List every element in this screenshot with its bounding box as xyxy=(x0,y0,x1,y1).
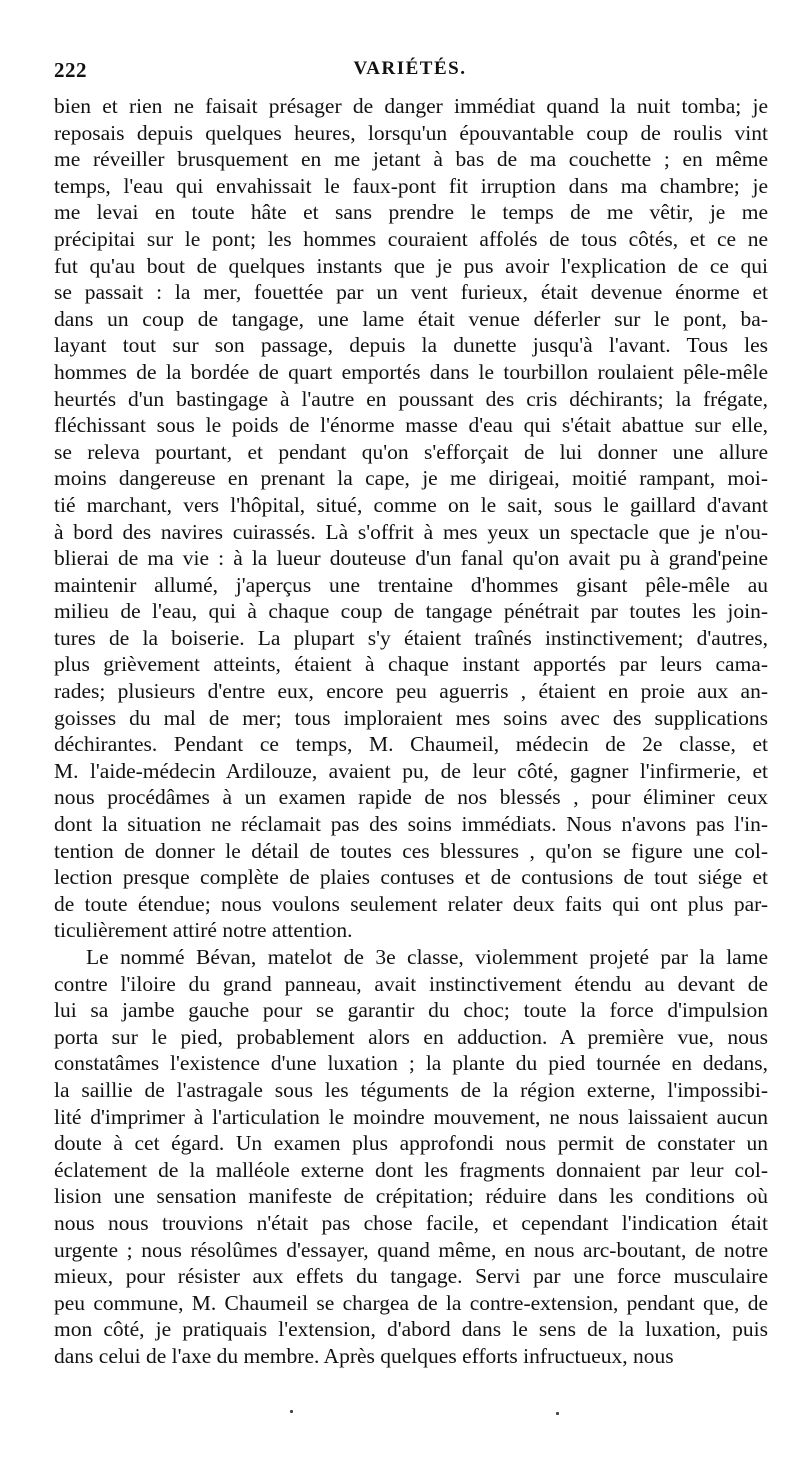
text-line: à bord des navires cuirassés. Là s'offrit à mes yeux un spectacle que je n'ou- xyxy=(54,519,768,544)
text-line: temps, l'eau qui envahissait le faux-pont fit irruption dans ma chambre; je xyxy=(54,173,768,198)
text-line: se releva pourtant, et pendant qu'on s'efforçait de lui donner une allure xyxy=(54,439,768,464)
text-line: tié marchant, vers l'hôpital, situé, comme on le sait, sous le gaillard d'avant xyxy=(54,492,768,517)
text-line: porta sur le pied, probablement alors en adduction. A première vue, nous xyxy=(54,1024,768,1049)
text-line: Le nommé Bévan, matelot de 3e classe, violemment projeté par la lame xyxy=(86,945,768,969)
text-line: lection presque complète de plaies contuses et de contusions de tout siége et xyxy=(54,865,768,890)
text-line: maintenir allumé, j'aperçus une trentaine d'hommes gisant pêle-mêle au xyxy=(54,572,768,597)
text-line: goisses du mal de mer; tous imploraient mes soins avec des supplications xyxy=(54,705,768,730)
text-line: mieux, pour résister aux effets du tangage. Servi par une force musculaire xyxy=(54,1264,768,1289)
text-line: ticulièrement attiré notre attention. xyxy=(54,918,353,943)
text-line: layant tout sur son passage, depuis la dunette jusqu'à l'avant. Tous les xyxy=(54,333,768,358)
text-line: constatâmes l'existence d'une luxation ; la plante du pied tournée en dedans, xyxy=(54,1051,768,1076)
text-line: me réveiller brusquement en me jetant à bas de ma couchette ; en même xyxy=(54,147,768,172)
text-line: se passait : la mer, fouettée par un vent furieux, était devenue énorme et xyxy=(54,280,768,305)
text-line: blierai de ma vie : à la lueur douteuse d'un fanal qu'on avait pu à grand'peine xyxy=(54,546,768,571)
text-line: dans celui de l'axe du membre. Après quelques efforts infructueux, nous xyxy=(54,1343,674,1368)
page-header xyxy=(54,58,766,88)
text-line: nous nous trouvions n'était pas chose facile, et cependant l'indication était xyxy=(54,1210,768,1235)
text-line: rades; plusieurs d'entre eux, encore peu aguerris , étaient en proie aux an- xyxy=(54,679,768,704)
text-line: lité d'imprimer à l'articulation le moindre mouvement, ne nous laissaient aucun xyxy=(54,1104,768,1129)
text-line: lui sa jambe gauche pour se garantir du choc; toute la force d'impulsion xyxy=(54,998,768,1023)
text-line: M. l'aide-médecin Ardilouze, avaient pu, de leur côté, gagner l'infirmerie, et xyxy=(54,758,768,783)
stray-ink-mark xyxy=(290,1410,293,1413)
text-line: fut qu'au bout de quelques instants que je pus avoir l'explication de ce qui xyxy=(54,253,768,278)
text-line: heurtés d'un bastingage à l'autre en poussant des cris déchirants; la frégate, xyxy=(54,386,768,411)
text-line: contre l'iloire du grand panneau, avait instinctivement étendu au devant de xyxy=(54,971,768,996)
text-line: urgente ; nous résolûmes d'essayer, quand même, en nous arc-boutant, de notre xyxy=(54,1237,768,1262)
text-line: éclatement de la malléole externe dont les fragments donnaient par leur col- xyxy=(54,1157,768,1182)
page-number: 222 xyxy=(54,58,87,82)
body-text xyxy=(54,93,768,1370)
paragraph xyxy=(54,944,768,1370)
text-line: reposais depuis quelques heures, lorsqu'un épouvantable coup de roulis vint xyxy=(54,120,768,145)
text-line: moins dangereuse en prenant la cape, je me dirigeai, moitié rampant, moi- xyxy=(54,466,768,491)
text-line: bien et rien ne faisait présager de danger immédiat quand la nuit tomba; je xyxy=(54,94,768,118)
text-line: tures de la boiserie. La plupart s'y étaient traînés instinctivement; d'autres, xyxy=(54,625,768,650)
text-line: fléchissant sous le poids de l'énorme masse d'eau qui s'était abattue sur elle, xyxy=(54,413,768,438)
text-line: peu commune, M. Chaumeil se chargea de la contre-extension, pendant que, de xyxy=(54,1290,768,1315)
text-line: plus grièvement atteints, étaient à chaque instant apportés par leurs cama- xyxy=(54,652,768,677)
paragraph xyxy=(54,93,768,944)
text-line: dont la situation ne réclamait pas des soins immédiats. Nous n'avons pas l'in- xyxy=(54,812,768,837)
text-line: dans un coup de tangage, une lame était venue déferler sur le pont, ba- xyxy=(54,306,768,331)
text-line: déchirantes. Pendant ce temps, M. Chaumeil, médecin de 2e classe, et xyxy=(54,732,768,757)
text-line: précipitai sur le pont; les hommes couraient affolés de tous côtés, et ce ne xyxy=(54,226,768,251)
text-line: me levai en toute hâte et sans prendre le temps de me vêtir, je me xyxy=(54,200,768,225)
text-line: tention de donner le détail de toutes ces blessures , qu'on se figure une col- xyxy=(54,838,768,863)
text-line: lision une sensation manifeste de crépitation; réduire dans les conditions où xyxy=(54,1184,768,1209)
text-line: la saillie de l'astragale sous les téguments de la région externe, l'impossibi- xyxy=(54,1077,768,1102)
text-line: nous procédâmes à un examen rapide de nos blessés , pour éliminer ceux xyxy=(54,785,768,810)
running-head: VARIÉTÉS. xyxy=(353,58,467,79)
text-line: hommes de la bordée de quart emportés dans le tourbillon roulaient pêle-mêle xyxy=(54,359,768,384)
text-line: de toute étendue; nous voulons seulement relater deux faits qui ont plus par- xyxy=(54,891,768,916)
text-line: mon côté, je pratiquais l'extension, d'abord dans le sens de la luxation, puis xyxy=(54,1317,768,1342)
stray-ink-mark xyxy=(556,1412,559,1415)
text-line: doute à cet égard. Un examen plus approfondi nous permit de constater un xyxy=(54,1131,768,1156)
text-line: milieu de l'eau, qui à chaque coup de tangage pénétrait par toutes les join- xyxy=(54,599,768,624)
